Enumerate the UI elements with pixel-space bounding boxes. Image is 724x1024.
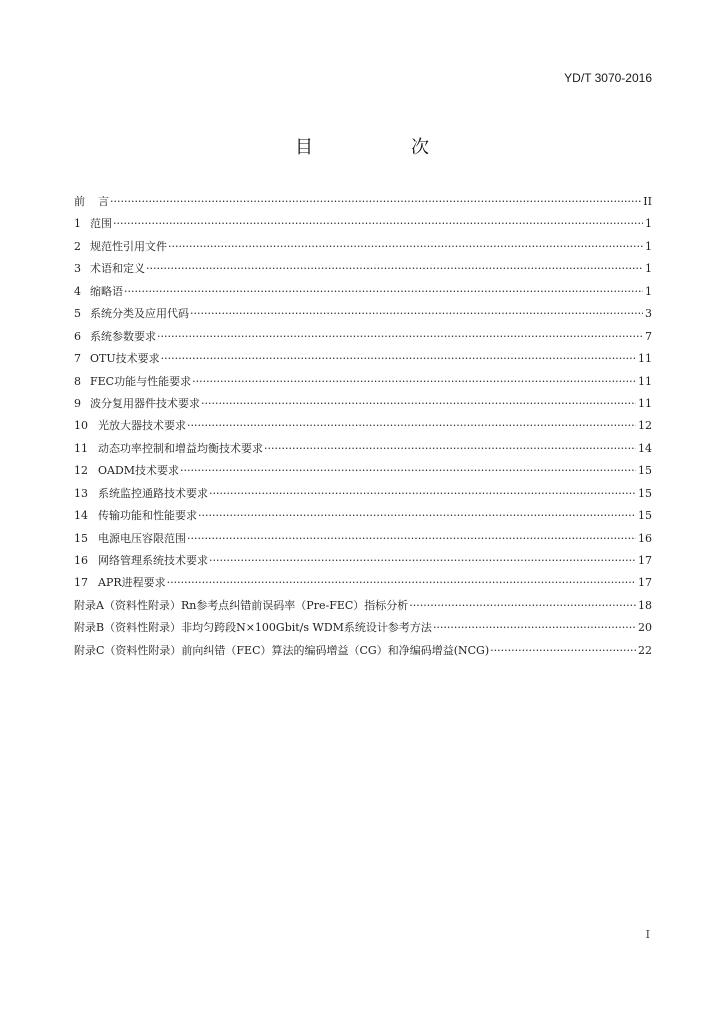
toc-entry-number: 12 (74, 464, 88, 478)
toc-entry[interactable] (74, 193, 652, 215)
toc-entry-page: 18 (638, 598, 652, 612)
toc-entry-label: FEC功能与性能要求 (90, 374, 192, 388)
toc-entry-number: 3 (74, 262, 81, 276)
toc-entry-label: 缩略语 (90, 284, 123, 298)
toc-entry-label: 传输功能和性能要求 (98, 509, 197, 523)
toc-entry-number: 14 (74, 509, 88, 523)
toc-entry-number: 7 (74, 352, 81, 366)
toc-entry[interactable] (74, 552, 652, 574)
toc-entry-page: 11 (638, 352, 652, 366)
toc-entry-label: 光放大器技术要求 (98, 419, 186, 433)
toc-entry-page: 11 (638, 374, 652, 388)
toc-entry-page: 17 (638, 554, 652, 567)
toc-entry[interactable] (74, 350, 652, 372)
toc-entry-label: 范围 (90, 217, 112, 231)
toc-entry-number: 4 (74, 284, 81, 298)
toc-entry-number: 1 (74, 217, 81, 231)
toc-entry-page: II (643, 195, 652, 208)
toc-leader (209, 487, 636, 500)
toc-entry-number: 5 (74, 307, 81, 321)
toc-entry-label: 系统监控通路技术要求 (98, 486, 208, 500)
toc-entry-label: APR进程要求 (98, 576, 166, 590)
toc-entry-page: 15 (638, 509, 652, 523)
toc-entry-page: 20 (638, 621, 652, 635)
toc-leader (209, 554, 636, 567)
toc-entry-label: 言 (98, 195, 109, 208)
toc-entry[interactable] (74, 238, 652, 260)
toc-leader (187, 419, 636, 432)
toc-leader (161, 352, 636, 365)
toc-leader (167, 576, 636, 589)
toc-leader (110, 195, 641, 208)
toc-entry[interactable] (74, 530, 652, 552)
toc-leader (146, 262, 643, 275)
toc-entry-number: 11 (74, 441, 88, 455)
toc-entry[interactable] (74, 283, 652, 305)
toc-entry-label: OTU技术要求 (90, 352, 160, 366)
toc-entry-number: 15 (74, 531, 88, 545)
toc-entry-page: 1 (645, 284, 652, 298)
toc-entry-label: 网络管理系统技术要求 (98, 554, 208, 567)
toc-leader (124, 285, 643, 298)
toc-entry-number: 6 (74, 329, 81, 343)
page-title: 目 次 (295, 137, 469, 158)
toc-entry[interactable] (74, 215, 652, 237)
toc-leader (187, 532, 636, 545)
document-code: YD/T 3070-2016 (564, 71, 652, 85)
toc-entry-label: 系统分类及应用代码 (90, 307, 189, 321)
toc-leader (180, 464, 636, 477)
toc-entry-number: 16 (74, 554, 88, 567)
toc-leader (409, 599, 636, 612)
toc-leader (198, 509, 636, 522)
toc-entry[interactable] (74, 305, 652, 327)
toc-leader (168, 240, 643, 253)
toc-leader (264, 442, 636, 455)
toc-leader (192, 375, 636, 388)
toc-entry[interactable] (74, 373, 652, 395)
toc-entry[interactable] (74, 260, 652, 282)
toc-entry-page: 16 (638, 531, 652, 545)
toc-entry-page: 15 (638, 464, 652, 478)
toc-entry[interactable] (74, 328, 652, 350)
toc-entry[interactable] (74, 417, 652, 439)
toc-entry-label: 波分复用器件技术要求 (90, 396, 200, 410)
toc-entry-page: 7 (645, 329, 652, 343)
toc-entry-label: 术语和定义 (90, 262, 145, 276)
toc-entry-page: 15 (638, 486, 652, 500)
toc-entry-number: 17 (74, 576, 88, 590)
toc-entry-page: 1 (645, 239, 652, 253)
toc-entry-label: 电源电压容限范围 (98, 531, 186, 545)
toc-entry[interactable] (74, 507, 652, 529)
page-number: I (645, 928, 650, 941)
toc-entry[interactable] (74, 462, 652, 484)
toc-entry[interactable] (74, 440, 652, 462)
toc-entry-page: 3 (645, 307, 652, 321)
toc-entry-label: 动态功率控制和增益均衡技术要求 (98, 441, 263, 455)
toc-entry[interactable] (74, 485, 652, 507)
toc-entry-number: 8 (74, 374, 81, 388)
toc-entry-number: 前 (74, 195, 85, 208)
toc-entry-label: 附录B（资料性附录）非均匀跨段N×100Gbit/s WDM系统设计参考方法 (74, 621, 432, 635)
toc-leader (490, 644, 636, 657)
toc-entry-page: 1 (645, 217, 652, 231)
toc-appendix-entry[interactable] (74, 642, 652, 664)
toc-entry-page: 17 (638, 576, 652, 590)
toc-entry-page: 12 (638, 419, 652, 433)
toc-entry-number: 13 (74, 486, 88, 500)
toc-entry-label: 规范性引用文件 (90, 239, 167, 253)
toc-entry-page: 14 (638, 441, 652, 455)
toc-entry[interactable] (74, 574, 652, 596)
toc-appendix-entry[interactable] (74, 597, 652, 619)
toc-appendix-entry[interactable] (74, 619, 652, 641)
toc-entry-number: 2 (74, 239, 81, 253)
toc-entry-number: 10 (74, 419, 88, 433)
toc-entry-label: 附录C（资料性附录）前向纠错（FEC）算法的编码增益（CG）和净编码增益(NCG) (74, 643, 490, 657)
toc-leader (433, 621, 636, 634)
toc-entry[interactable] (74, 395, 652, 417)
toc-entry-page: 11 (638, 396, 652, 410)
toc-entry-page: 22 (638, 643, 652, 657)
toc-entry-label: 系统参数要求 (90, 329, 156, 343)
table-of-contents (74, 193, 652, 664)
toc-entry-label: OADM技术要求 (98, 464, 180, 478)
toc-leader (190, 307, 643, 320)
toc-leader (113, 217, 643, 230)
toc-entry-number: 9 (74, 396, 81, 410)
toc-entry-label: 附录A（资料性附录）Rn参考点纠错前误码率（Pre-FEC）指标分析 (74, 598, 409, 612)
toc-leader (157, 330, 643, 343)
toc-leader (201, 397, 636, 410)
toc-entry-page: 1 (645, 262, 652, 276)
